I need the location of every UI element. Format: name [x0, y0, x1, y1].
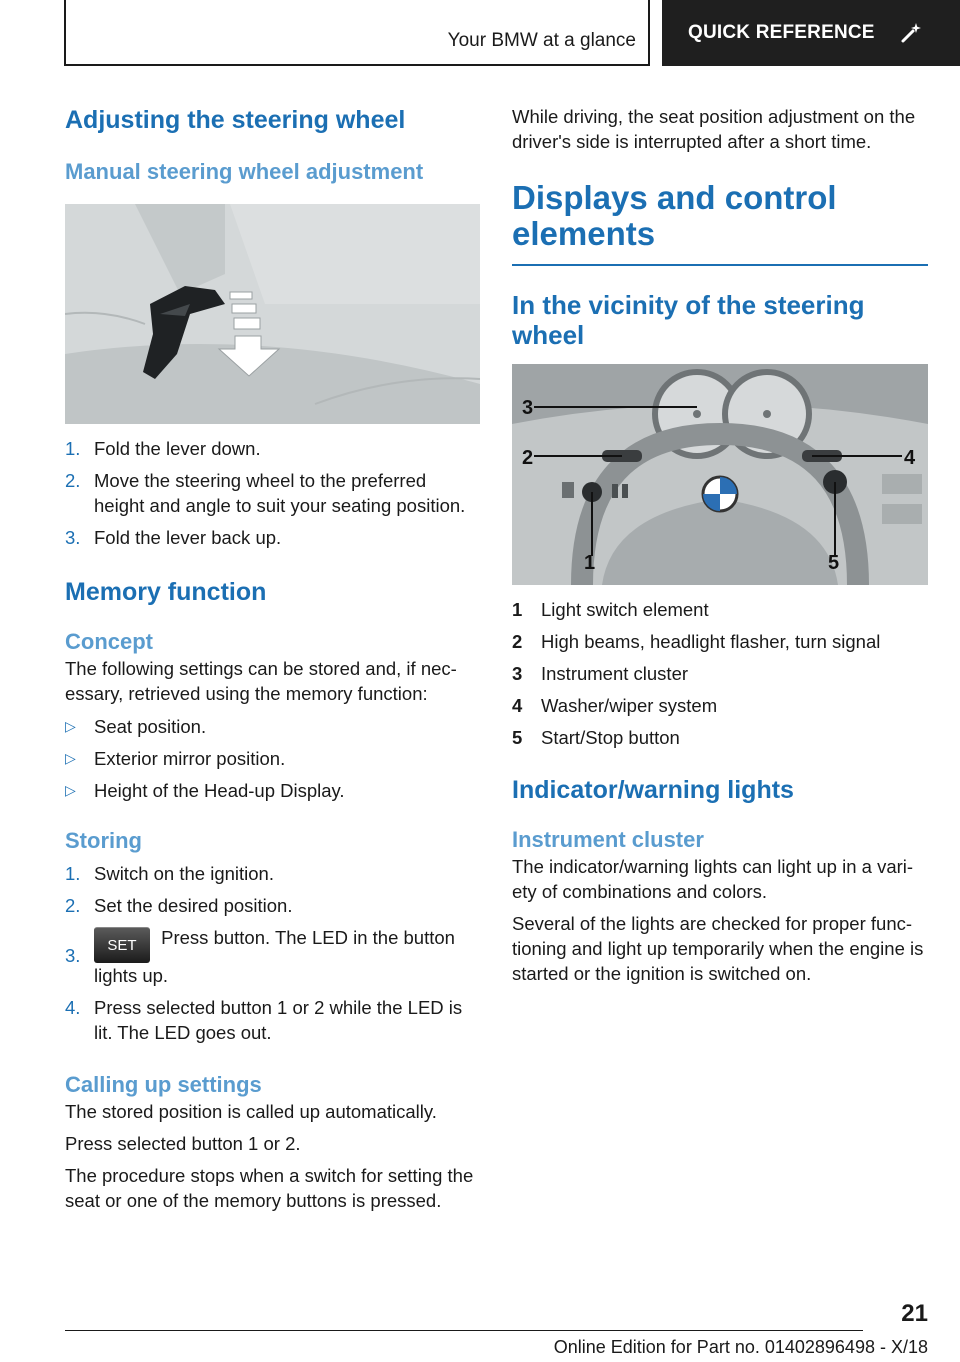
seat-adjust-note: While driving, the seat position adjustment on the driver's side is interrupted after a short time.	[512, 106, 916, 152]
step-text: Press selected button 1 or 2 while the LED is lit. The LED goes out.	[94, 997, 463, 1043]
memory-function-heading: Memory function	[65, 578, 267, 606]
item-text: Height of the Head-up Display.	[94, 780, 345, 801]
instrument-cluster-heading: Instrument cluster	[512, 827, 704, 852]
list-item	[65, 468, 480, 518]
steering-lever-figure	[65, 204, 480, 424]
step-number: 2.	[65, 470, 81, 491]
steering-vicinity-heading: In the vicinity of the steering wheel	[512, 290, 865, 350]
steering-wheel-heading: Adjusting the steering wheel	[65, 106, 406, 134]
manual-steps-list	[65, 436, 480, 550]
steering-lever-illustration	[65, 204, 480, 424]
triangle-bullet-icon: ▷	[65, 782, 76, 798]
header-rule-right	[648, 0, 650, 66]
step-number: 1.	[65, 863, 81, 884]
quick-reference-tab[interactable]	[662, 0, 960, 66]
concept-list	[65, 714, 480, 803]
right-column	[512, 100, 928, 986]
step-number: 3.	[65, 527, 81, 548]
concept-heading: Concept	[65, 629, 153, 654]
sparkle-icon	[899, 21, 923, 45]
footer-rule	[65, 1330, 863, 1331]
list-item	[65, 995, 480, 1045]
step-text: Press button. The LED in the button lights up.	[94, 927, 455, 986]
item-text: Seat position.	[94, 716, 207, 737]
step-number: 4.	[65, 997, 81, 1018]
indicator-lights-heading: Indicator/warning lights	[512, 776, 794, 804]
quick-reference-label: QUICK REFERENCE	[688, 22, 875, 43]
legend-text: Light switch element	[541, 599, 709, 620]
legend-number: 5	[512, 727, 523, 748]
calling-text-2: Press selected button 1 or 2.	[65, 1133, 301, 1154]
legend-item	[512, 693, 928, 718]
step-number: 2.	[65, 895, 81, 916]
legend-number: 4	[512, 695, 523, 716]
step-number: 1.	[65, 438, 81, 459]
list-item	[65, 525, 480, 550]
step-text: Set the desired position.	[94, 895, 293, 916]
cockpit-legend	[512, 597, 928, 750]
item-text: Exterior mirror position.	[94, 748, 286, 769]
list-item	[65, 746, 480, 771]
figure-label-3: 3	[522, 397, 534, 419]
calling-text-1: The stored position is called up automatically.	[65, 1101, 437, 1122]
cluster-text-1: The indicator/warning lights can light up in a vari-ety of combinations and colors.	[512, 856, 914, 902]
concept-text: The following settings can be stored and, if nec-essary, retrieved using the memory function:	[65, 658, 457, 704]
triangle-bullet-icon: ▷	[65, 750, 76, 766]
set-button[interactable]: SET	[94, 927, 150, 963]
manual-adjustment-heading: Manual steering wheel adjustment	[65, 159, 424, 184]
calling-settings-heading: Calling up settings	[65, 1072, 262, 1097]
legend-number: 1	[512, 599, 523, 620]
cluster-text-2: Several of the lights are checked for proper func-tioning and light up temporarily when the engine is started or the ignition is switched on.	[512, 913, 924, 984]
storing-steps-list	[65, 861, 480, 1045]
page-number: 21	[901, 1300, 928, 1327]
legend-number: 2	[512, 631, 523, 652]
figure-label-4: 4	[904, 447, 916, 469]
legend-item	[512, 597, 928, 622]
heading-rule	[512, 264, 928, 266]
legend-item	[512, 661, 928, 686]
footer-edition: Online Edition for Part no. 01402896498 - X/18	[553, 1337, 928, 1357]
left-column	[65, 100, 480, 1213]
legend-text: Start/Stop button	[541, 727, 680, 748]
list-item	[65, 436, 480, 461]
legend-text: Instrument cluster	[541, 663, 689, 684]
header-section-title[interactable]: Your BMW at a glance	[447, 30, 636, 51]
step-text: Fold the lever back up.	[94, 527, 282, 548]
storing-heading: Storing	[65, 828, 142, 853]
legend-number: 3	[512, 663, 523, 684]
cockpit-figure	[512, 364, 928, 585]
step-text: Switch on the ignition.	[94, 863, 274, 884]
header-rule-bottom	[64, 64, 650, 66]
figure-label-1: 1	[584, 552, 596, 574]
legend-item	[512, 725, 928, 750]
calling-text-3: The procedure stops when a switch for setting the seat or one of the memory buttons is pressed.	[65, 1165, 474, 1211]
triangle-bullet-icon: ▷	[65, 718, 76, 734]
step-text: Fold the lever down.	[94, 438, 261, 459]
step-text: Move the steering wheel to the preferred height and angle to suit your seating position.	[94, 470, 466, 516]
list-item	[65, 861, 480, 886]
list-item	[65, 714, 480, 739]
list-item	[65, 778, 480, 803]
cockpit-illustration	[512, 364, 928, 585]
legend-text: High beams, headlight flasher, turn signal	[541, 631, 881, 652]
legend-text: Washer/wiper system	[541, 695, 718, 716]
step-number: 3.	[65, 945, 81, 966]
displays-controls-heading: Displays and control elements	[512, 179, 837, 252]
figure-label-2: 2	[522, 447, 534, 469]
list-item	[65, 925, 480, 988]
header-rule-left	[64, 0, 66, 66]
list-item	[65, 893, 480, 918]
legend-item	[512, 629, 928, 654]
figure-label-5: 5	[828, 552, 840, 574]
